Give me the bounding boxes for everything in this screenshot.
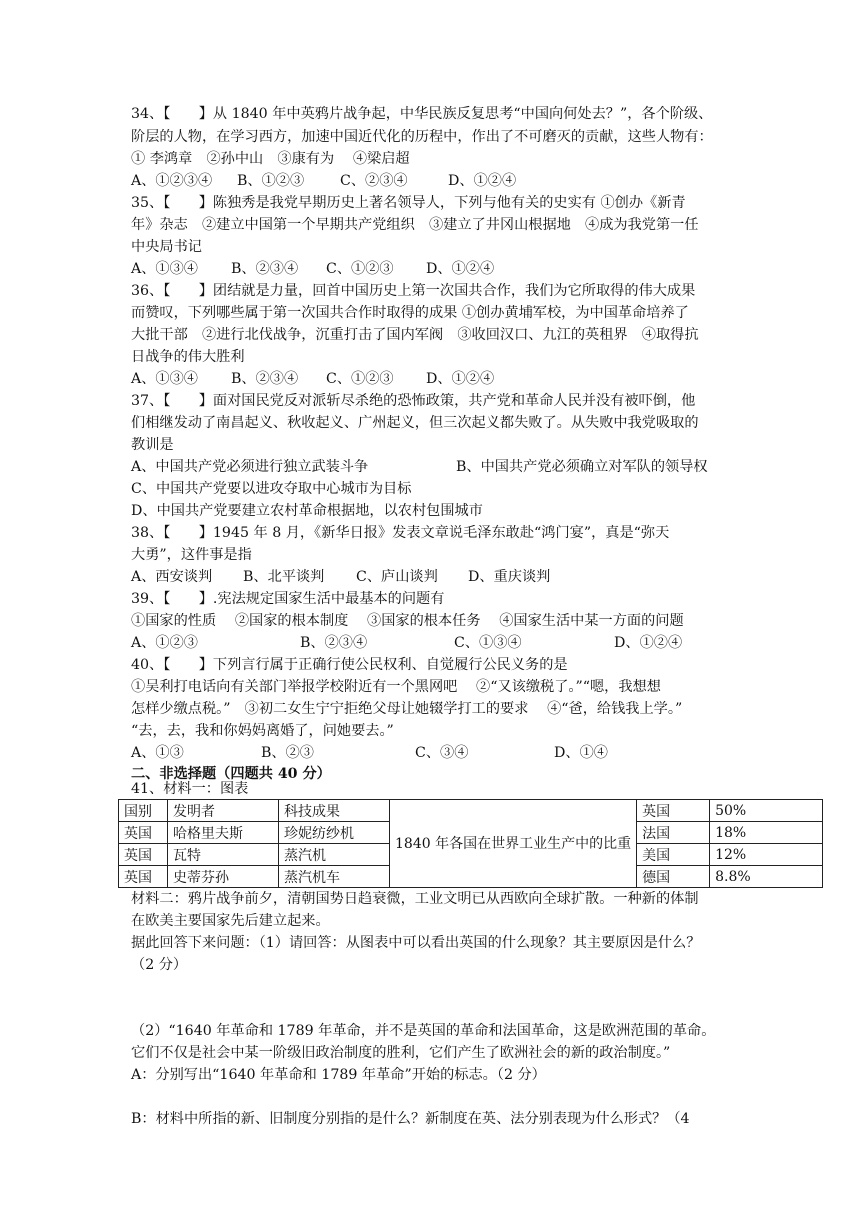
- table-cell: 8.8%: [710, 866, 823, 888]
- table-cell: 科技成果: [279, 800, 390, 822]
- table-cell: 蒸汽机: [279, 844, 390, 866]
- q36-line-4: 日战争的伟大胜利: [131, 349, 245, 365]
- table-cell: 国别: [119, 800, 168, 822]
- q34-option-c: C、②③④: [340, 173, 408, 189]
- ask2-line-3: A：分别写出“1640 年革命和 1789 年革命”开始的标志。（2 分）: [131, 1067, 546, 1083]
- q36-line-3: 大批干部 ②进行北伐战争，沉重打击了国内军阀 ③收回汉口、九江的英租界 ④取得抗: [131, 327, 699, 343]
- table-cell: 50%: [710, 800, 823, 822]
- table-cell: 12%: [710, 844, 823, 866]
- q39-option-b: B、②③④: [300, 635, 368, 651]
- table-cell: 德国: [637, 866, 710, 888]
- q35-option-d: D、①②④: [426, 261, 495, 277]
- table-cell: 美国: [637, 844, 710, 866]
- table-cell: 法国: [637, 822, 710, 844]
- q35-option-b: B、②③④: [231, 261, 299, 277]
- q40-line-4: “去，去，我和你妈妈离婚了，问她要去。”: [131, 723, 394, 739]
- material2-line-1: 材料二：鸦片战争前夕，清朝国势日趋衰微，工业文明已从西欧向全球扩散。一种新的体制: [131, 891, 699, 907]
- section-heading: 二、非选择题（四题共 40 分）: [131, 766, 331, 782]
- q40-option-c: C、③④: [415, 745, 469, 761]
- q35-line-3: 中央局书记: [131, 239, 202, 255]
- q38-line-1: 38、【 】1945 年 8 月，《新华日报》发表文章说毛泽东敢赴“鸿门宴”，真是“弥天: [131, 525, 670, 541]
- q37-line-1: 37、【 】面对国民党反对派斩尽杀绝的恐怖政策，共产党和革命人民并没有被吓倒，他: [131, 393, 696, 409]
- q37-option-a: A、中国共产党必须进行独立武装斗争: [131, 459, 369, 475]
- q38-line-2: 大勇”，这件事是指: [131, 547, 252, 563]
- table-cell: 发明者: [168, 800, 279, 822]
- q40-option-b: B、②③: [261, 745, 314, 761]
- q38-option-d: D、重庆谈判: [468, 569, 551, 585]
- table-cell: 史蒂芬孙: [168, 866, 279, 888]
- q39-option-a: A、①②③: [131, 635, 198, 651]
- table-cell: 哈格里夫斯: [168, 822, 279, 844]
- ask1-line-1: 据此回答下来问题：（1）请回答：从图表中可以看出英国的什么现象？其主要原因是什么？: [131, 935, 701, 951]
- q34-line-2: 阶层的人物，在学习西方，加速中国近代化的历程中，作出了不可磨灭的贡献，这些人物有：: [131, 129, 713, 145]
- ask1-line-2: （2 分）: [131, 957, 188, 973]
- q37-option-c: C、中国共产党要以进攻夺取中心城市为目标: [131, 481, 412, 497]
- q39-option-d: D、①②④: [614, 635, 683, 651]
- table-cell: 英国: [637, 800, 710, 822]
- q38-option-c: C、庐山谈判: [356, 569, 438, 585]
- q36-line-2: 而赞叹，下列哪些属于第一次国共合作时取得的成果 ①创办黄埔军校，为中国革命培养了: [131, 305, 689, 321]
- material2-line-2: 在欧美主要国家先后建立起来。: [131, 913, 330, 929]
- table-cell: 18%: [710, 822, 823, 844]
- table-cell: 珍妮纺纱机: [279, 822, 390, 844]
- q38-option-a: A、西安谈判: [131, 569, 213, 585]
- table-center-cell: 1840 年各国在世界工业生产中的比重: [390, 800, 637, 888]
- q41-intro: 41、材料一：图表: [131, 781, 249, 797]
- q37-line-2: 们相继发动了南昌起义、秋收起义、广州起义，但三次起义都失败了。从失败中我党吸取的: [131, 415, 699, 431]
- q40-line-1: 40、【 】下列言行属于正确行使公民权利、自觉履行公民义务的是: [131, 657, 568, 673]
- q34-option-d: D、①②④: [448, 173, 517, 189]
- q34-option-b: B、①②③: [237, 173, 305, 189]
- q39-option-c: C、①③④: [454, 635, 522, 651]
- ask2-line-2: 它们不仅是社会中某一阶级旧政治制度的胜利，它们产生了欧洲社会的新的政治制度。”: [131, 1045, 671, 1061]
- ask2-line-1: （2）“1640 年革命和 1789 年革命，并不是英国的革命和法国革命，这是欧洲范围的革命。: [131, 1023, 716, 1039]
- q34-line-1: 34、【 】从 1840 年中英鸦片战争起，中华民族反复思考“中国向何处去？”，各个阶级、: [131, 106, 713, 122]
- q36-option-a: A、①③④: [131, 371, 198, 387]
- q35-line-2: 年》杂志 ②建立中国第一个早期共产党组织 ③建立了井冈山根据地 ④成为我党第一任: [131, 217, 699, 233]
- q35-option-a: A、①③④: [131, 261, 198, 277]
- q38-option-b: B、北平谈判: [243, 569, 325, 585]
- q39-line-1: 39、【 】.宪法规定国家生活中最基本的问题有: [131, 591, 445, 607]
- q37-option-b: B、中国共产党必须确立对军队的领导权: [456, 459, 708, 475]
- q36-line-1: 36、【 】团结就是力量，回首中国历史上第一次国共合作，我们为它所取得的伟大成果: [131, 283, 696, 299]
- table-cell: 蒸汽机车: [279, 866, 390, 888]
- table-cell: 英国: [119, 822, 168, 844]
- ask3-line-1: B：材料中所指的新、旧制度分别指的是什么？新制度在英、法分别表现为什么形式？（4: [131, 1111, 690, 1127]
- table-cell: 瓦特: [168, 844, 279, 866]
- q36-option-d: D、①②④: [426, 371, 495, 387]
- q36-option-c: C、①②③: [326, 371, 394, 387]
- q35-line-1: 35、【 】陈独秀是我党早期历史上著名领导人，下列与他有关的史实有 ①创办《新青: [131, 195, 686, 211]
- q40-line-2: ①吴利打电话向有关部门举报学校附近有一个黑网吧 ②“又该缴税了。”“嗯，我想想: [131, 679, 661, 695]
- q34-line-3: ① 李鸿章 ②孙中山 ③康有为 ④梁启超: [131, 151, 410, 167]
- table-cell: 英国: [119, 844, 168, 866]
- q40-line-3: 怎样少缴点税。” ③初二女生宁宁拒绝父母让她辍学打工的要求 ④“爸，给钱我上学。”: [131, 701, 683, 717]
- q39-line-2: ①国家的性质 ②国家的根本制度 ③国家的根本任务 ④国家生活中某一方面的问题: [131, 613, 684, 629]
- q35-option-c: C、①②③: [326, 261, 394, 277]
- q37-line-3: 教训是: [131, 437, 174, 453]
- q40-option-a: A、①③: [131, 745, 184, 761]
- material-table: [118, 799, 823, 888]
- q36-option-b: B、②③④: [231, 371, 299, 387]
- table-cell: 英国: [119, 866, 168, 888]
- q40-option-d: D、①④: [554, 745, 608, 761]
- q37-option-d: D、中国共产党要建立农村革命根据地，以农村包围城市: [131, 503, 483, 519]
- q34-option-a: A、①②③④: [131, 173, 213, 189]
